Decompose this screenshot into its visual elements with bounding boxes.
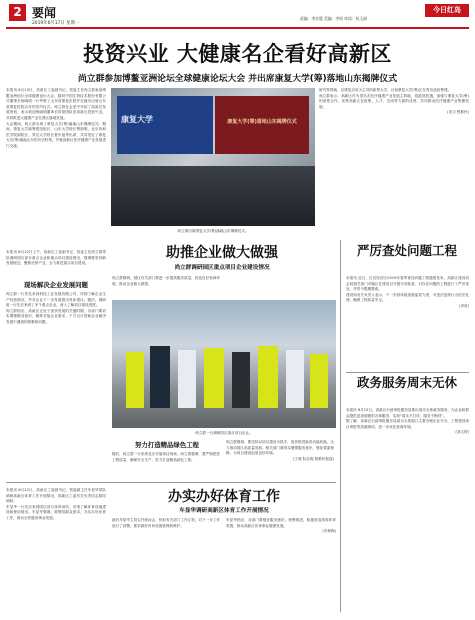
sub-headline: 尚立群参加博鳌亚洲论坛全球健康论坛大会 并出席康复大学(筹)落地山东揭牌仪式 [78,74,397,84]
page-number: 2 [9,4,26,21]
bottom-divider [6,482,336,483]
section-title: 要闻 [32,6,57,20]
help-photo-caption: 尚立群一行调研园区重点项目企业。 [195,431,253,435]
stage-banner [215,96,309,154]
help-article-credit: (宁燕 阮存妮 程都民报道) [292,456,334,461]
worker-vest [310,354,328,408]
help-article-col1 [6,250,106,270]
help-article-paragraph: 随后，尚立群一行来到北京长瑞项目现场，尚立群强调，要严格把控工程质量，确保安全生产，努力打造精品绿色工程。 [112,452,220,462]
help-article-paragraph: 尚立群强调，要坚持以项目建设为抓手，加快推进新旧动能转换，全力推动园区高质量发展。相关部门要切实增强服务意识，强化要素保障，为项目建设创造良好环境。 [226,440,334,456]
right-article-1 [346,276,469,368]
lead-article-col2 [319,88,469,236]
help-article-right [226,440,334,482]
worker-vest [178,350,196,408]
office-article-col1 [6,488,106,612]
right-article-credit: (李虎) [459,303,469,308]
worker-vest [258,346,278,408]
office-article-paragraph: 车显华指出，各部门要强化服务意识，统筹推进，积极营造浓厚体育氛围，推动高新区体育事业健康发展。 [226,518,336,528]
worker-vest [286,350,304,408]
paper-logo: 今日红岛 [425,4,469,17]
worker-vest [232,352,250,408]
right-article-2 [346,408,469,612]
help-article-title: 助推企业做大做强 [166,245,278,261]
date-line: 2019年6月17日 星期一 [32,21,80,26]
office-article-paragraph: 本报讯 6月12日，高新区工委副书记、管委副主任车显华带队调研高新区体育工作开展情况，高新区工委有关负责同志陪同调研。 [6,488,106,504]
lead-article-paragraph: 研究等领域，以康复应用为主导的新型大学。目前康复大学(筹)正在青岛选址筹建。 [319,88,452,92]
help-article-paragraph: 尚立群指出，高新区正处于加快发展的关键时期，各部门要切实增强服务意识，精准对接企业需求，千方百计帮助企业解决发展中遇到的困难和问题。 [6,308,106,324]
help-article-paragraph: 尚立群强调，园区有关部门要进一步提高服务质量，营造良好营商环境，推动企业做大做强。 [112,276,220,286]
crowd [111,166,315,226]
help-article-subtitle: 尚立群调研园区重点项目企业建设情况 [174,265,270,271]
help-article-col1-body [6,274,106,472]
help-side-title: 现场解决企业发展问题 [24,281,88,289]
right-title-1: 严厉查处问题工程 [356,243,457,258]
right-title-2: 政务服务周末无休 [356,375,457,390]
office-article-col3 [226,518,336,612]
office-article-subtitle: 车显华调研高新区体育工作开展情况 [179,508,269,514]
office-article-paragraph: 车显华一行先后来到园区部分体育场所，详细了解体育设施建设和使用情况。车显华强调，要围绕群众需求，办实办好体育工作，推动全民健身事业发展。 [6,504,106,520]
editors-line: 责编：李京俊 美编：李妍 审读：杭玉娟 [300,16,367,21]
right-article-paragraph: 据了解，高新区行政审批服务局周末无休窗口主要办理企业开办、工程建设项目审批等高频事项，进一步优化营商环境。 [346,419,469,429]
stage-banner-text: 康复大学(筹)落地山东揭牌仪式 [227,119,297,125]
masthead-rule [6,27,469,29]
lead-article-credit: (见习 程都民) [447,110,469,115]
right-article-paragraph: 本报讯 近日，红岛经济区2019年春季查处问题工程通报发布，高新区建设局会同相关部门对辖区在建项目开展专项检查，对存在问题的工程进行了严厉查处，并责令限期整改。 [346,276,469,292]
office-article-title: 办实办好体育工作 [168,489,280,505]
help-article-paragraph: 本报讯 6月12日上午，高新区工委副书记、管委主任尚立群带队调研园区部分重点企业和重点项目建设情况，强调要坚持新发展理念，聚焦优势产业，全力推进重点项目建设。 [6,250,106,266]
office-article-paragraph: 最后车显华主持召开座谈会，听取有关部门工作汇报，对下一步工作进行了部署，要求做好体育设施管理和维护。 [112,518,220,528]
lead-photo-caption [111,229,315,234]
worker-vest [204,348,224,408]
main-headline: 投资兴业 大健康名企看好高新区 [83,42,392,66]
help-article-mid [112,276,220,298]
lead-photo [111,88,315,226]
right-article-paragraph: 建设局有关负责人表示，下一步将持续加强监管力度，对违法违规行为依法处理，确保工程质量安全。 [346,292,469,303]
right-article-credit: (刘文婷) [455,430,469,435]
lead-article-paragraph: 大会期间，尚立群出席了康复大学(筹)落地山东揭牌仪式。期间，康复大学副筹建组组长、山东大学校长樊丽明、北京协和医学院副院长、青岛大学校长夏东旭等出席，共同见证了康复大学(筹)落地山东的历史时刻，并就高新区医疗健康产业发展进行交流。 [6,121,106,148]
lead-article-paragraph: 尚立群表示，高新区作为青岛市医疗健康产业发展主阵地，将抢抓机遇，加强与康复大学(筹)的深度合作，发挥高新区在政策、人才、空间等方面的优势，共同推动医疗健康产业集聚发展。 [319,93,469,109]
help-photo [112,300,336,428]
help-article-mid2 [112,452,220,482]
help-sub-title: 努力打造精品绿色工程 [135,441,199,449]
office-article-credit: (安柯梅) [322,529,336,534]
stage-screen [117,96,213,154]
stage-screen-text: 康复大学 [121,115,153,124]
right-divider [346,372,469,373]
caption-text: 尚立群出席康复大学(筹)落地山东揭牌仪式。 [177,229,249,233]
office-article-col2 [112,518,220,612]
right-article-paragraph: 本报讯 6月15日，高新区行政审批服务局推出周末无休政务服务，为企业和群众提供更加便捷的办事服务，实现“周末不打烊，服务不断档”。 [346,408,469,418]
help-article-paragraph: 尚立群一行首先来到科技工业发展有限公司，详细了解企业生产经营情况，并对企业下一步发展提出具体建议。随后，调研组一行先后来到了多个重点企业，深入了解项目建设进度。 [6,292,106,308]
worker-vest [126,352,144,408]
masthead [0,0,475,30]
worker-vest [150,346,170,408]
column-divider [340,240,341,612]
lead-article-paragraph: 本报讯 6月13日，高新区工委副书记、管委主任尚立群参加博鳌亚洲论坛全球健康论坛大会，随同中国生物技术股份有限公司董事长杨晓明一行考察了山东省康复医院并在潍坊出席山东省康复医院合作的签约仪式。尚立群在会见中介绍了高新区发展规划，表示欢迎杨晓明董事长带领团队来高新区投资兴业，共同推进大健康产业在我区落地发展。 [6,88,106,120]
